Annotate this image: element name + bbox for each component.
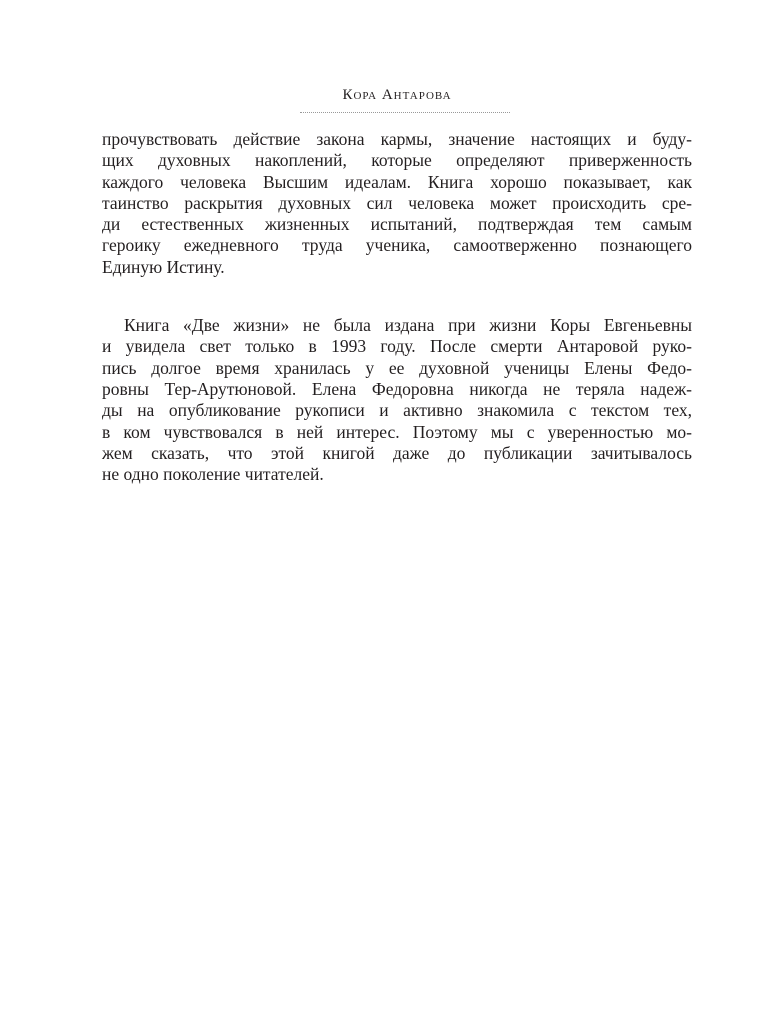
text-line: Книга «Две жизни» не была издана при жизни Коры Евгеньевны [124,315,692,336]
running-header: Кора Антарова [342,87,452,103]
header-dotted-rule [300,112,510,113]
text-line: ровны Тер-Арутюновой. Елена Федоровна никогда не теряла надеж- [102,378,692,399]
body-text [102,129,692,485]
text-line: в ком чувствовался в ней интерес. Поэтому мы с уверенностью мо- [102,421,692,442]
text-line: таинство раскрытия духовных сил человека может происходить сре- [102,192,692,213]
text-line: героику ежедневного труда ученика, самоотверженно познающего [102,235,692,256]
text-line: ди естественных жизненных испытаний, подтверждая тем самым [102,214,692,235]
text-line: пись долгое время хранилась у ее духовной ученицы Елены Федо- [102,357,692,378]
paragraph-2 [102,315,692,485]
text-line: каждого человека Высшим идеалам. Книга хорошо показывает, как [102,171,692,192]
paragraph-1 [102,129,692,278]
text-line: Единую Истину. [102,256,225,277]
text-line: прочувствовать действие закона кармы, значение настоящих и буду- [102,129,692,149]
text-line: не одно поколение читателей. [102,464,324,485]
text-line: щих духовных накоплений, которые определяют приверженность [102,150,692,171]
text-line: ды на опубликование рукописи и активно знакомила с текстом тех, [102,400,692,421]
text-line: и увидела свет только в 1993 году. После смерти Антаровой руко- [102,336,692,357]
text-line: жем сказать, что этой книгой даже до публикации зачитывалось [102,442,692,463]
